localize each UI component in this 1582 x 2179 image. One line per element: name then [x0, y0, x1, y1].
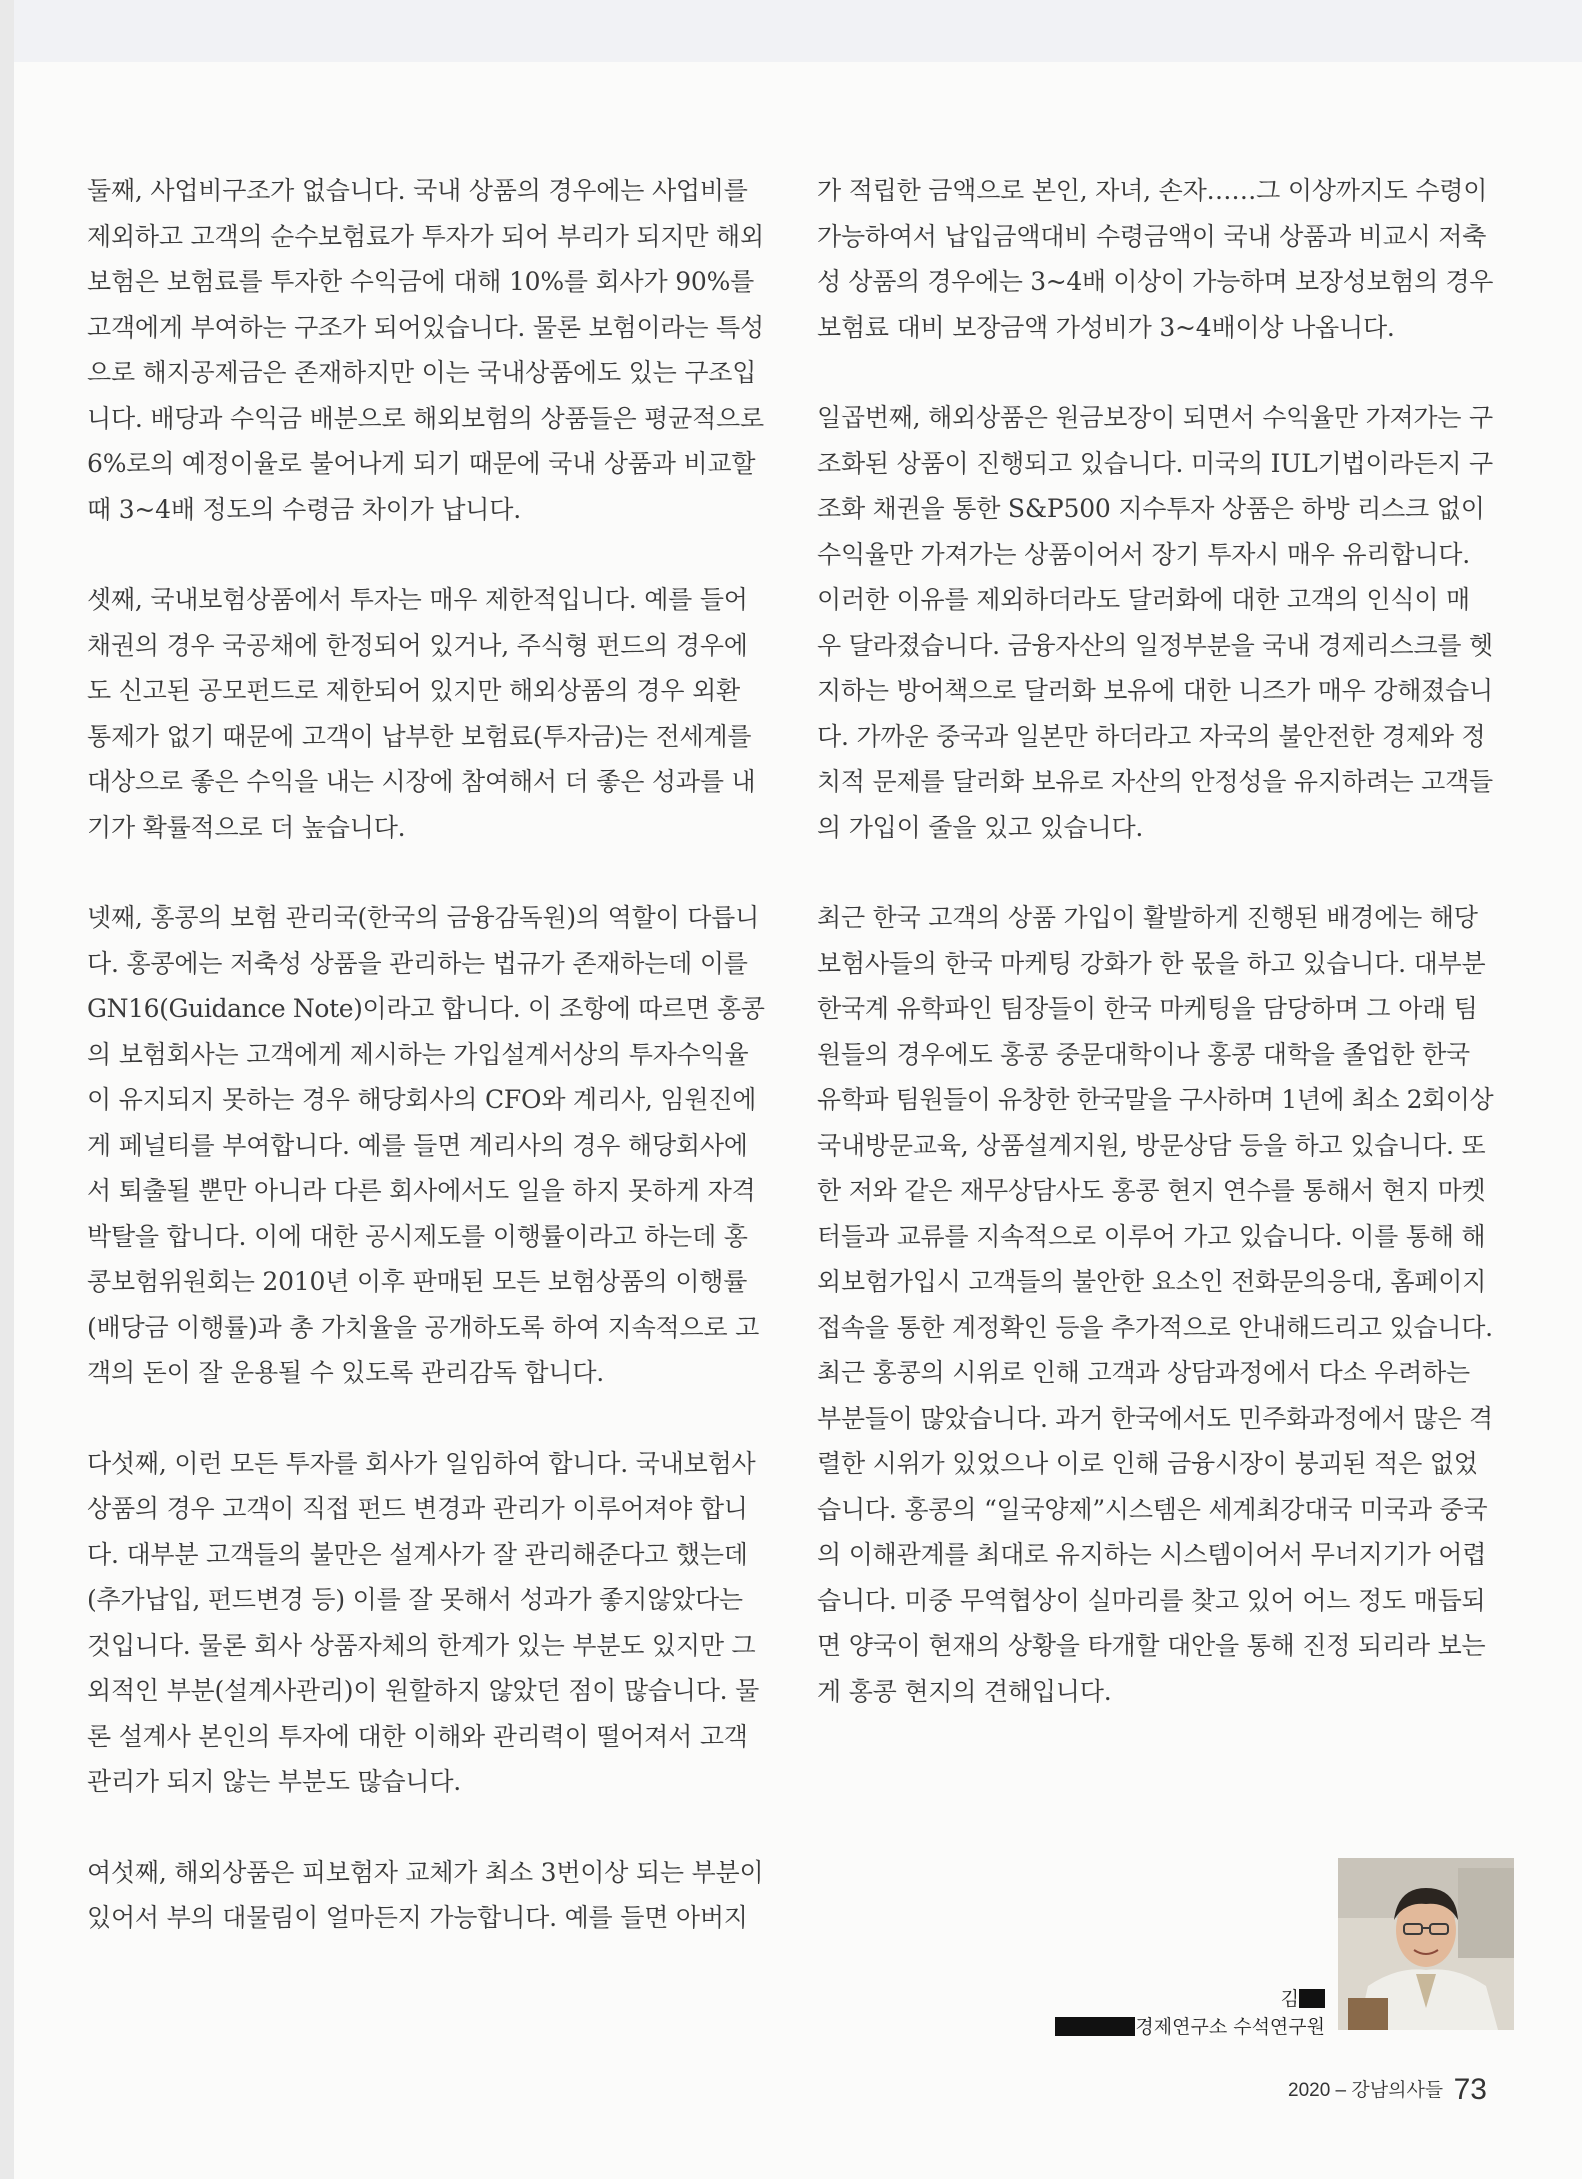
text-line — [87, 441, 765, 487]
underlined-phrase: 3~4배 이상 — [1030, 267, 1161, 296]
text-line — [817, 1532, 1493, 1578]
text-segment: 최근 홍콩의 시위로 인해 고객과 상담과정에서 다소 우려하는 — [817, 1358, 1470, 1387]
text-segment: 터들과 교류를 지속적으로 이루어 가고 있습니다. 이를 통해 해 — [817, 1221, 1486, 1251]
text-segment: 치적 문제를 — [817, 767, 953, 796]
text-segment: 렬한 시위가 있었으나 이로 인해 금융시장이 붕괴된 적은 없었 — [817, 1449, 1478, 1478]
text-line — [817, 1032, 1493, 1078]
text-segment: 합니다. 예를 들면 계리사의 경우 해당회사에 — [270, 1130, 748, 1160]
text-segment: 부분들이 많았습니다. 과거 한국에서도 민주화과정에서 많은 격 — [817, 1403, 1493, 1433]
text-line — [87, 805, 765, 851]
text-line — [87, 759, 765, 805]
text-line — [87, 1441, 765, 1487]
underlined-phrase: 지하는 방어책으로 달러화 보유에 대한 니즈 — [817, 676, 1287, 705]
paragraph — [87, 1441, 765, 1805]
paragraph — [87, 168, 765, 532]
text-segment: 을 하고 있습니다. 대부분 — [1215, 948, 1486, 978]
top-scan-band — [14, 0, 1582, 62]
text-line — [87, 1668, 765, 1714]
text-segment: 하는 구조가 되어있습니다. 물론 보험이라는 특성 — [238, 312, 764, 342]
underlined-phrase: 자격 — [707, 1176, 756, 1205]
text-line — [87, 1214, 765, 1260]
text-line — [87, 1850, 765, 1896]
text-line — [87, 1895, 765, 1941]
text-segment: 있어서 — [87, 1903, 167, 1932]
text-segment: 수익율만 가져가는 상품이어서 장기 투자시 매우 유리합니다. — [817, 539, 1470, 569]
text-line — [87, 1168, 765, 1214]
underlined-phrase: 투자수익율 — [628, 1039, 749, 1069]
underlined-phrase: 모든 투자를 회사가 일임 — [230, 1448, 493, 1478]
text-line — [817, 214, 1493, 260]
page-footer — [1288, 2073, 1487, 2107]
underlined-phrase: 고객에게 부여 — [87, 312, 239, 342]
text-line — [817, 1669, 1493, 1715]
text-segment: 가 매우 강해졌습니 — [1286, 676, 1493, 705]
underlined-phrase: 달러화 보유로 자산의 안정성 — [952, 767, 1263, 796]
text-line — [817, 1259, 1493, 1305]
paragraph — [87, 895, 765, 1396]
text-line — [817, 259, 1493, 305]
text-line — [817, 1214, 1493, 1260]
text-line — [87, 168, 765, 214]
text-segment: 보험료 대비 보장금액 가성비가 3~4배이상 나옵니다. — [817, 312, 1395, 342]
text-line — [87, 350, 765, 396]
author-affiliation-text: 경제연구소 수석연구원 — [1135, 2016, 1325, 2038]
text-segment: 습니다. 미중 무역협상이 실마리를 찾고 있어 어느 정도 매듭되 — [817, 1585, 1486, 1615]
text-line — [87, 1577, 765, 1623]
underlined-phrase: 수익금에 대해 10%를 회사가 90%를 — [349, 267, 755, 296]
text-segment: 외적인 부분(설계사관리)이 원할하지 않았던 점이 많습니다. 물 — [87, 1676, 760, 1705]
text-segment: 조화 채권을 통한 S&P500 지수투자 상품은 하방 리스크 없이 — [817, 494, 1485, 523]
underlined-phrase: (배당금 이행률)과 총 가치율을 공개 — [87, 1312, 473, 1342]
text-segment: 을 합니다. 이에 대한 공시제도를 이행률이라고 하는데 홍 — [134, 1221, 748, 1251]
text-line — [817, 441, 1493, 487]
text-line — [87, 1350, 765, 1396]
underlined-phrase: 6%로의 예정이율 — [87, 449, 278, 478]
text-segment: 론 설계사 본인의 투자에 대한 이해와 관리력이 떨어져서 고객 — [87, 1721, 748, 1751]
text-line — [87, 1305, 765, 1351]
paragraph — [817, 895, 1493, 1714]
text-segment: 이 얼마든지 가능합니다. 예를 들면 아버지 — [294, 1903, 748, 1932]
text-segment: 이러한 이유를 제외하더라도 달러화에 대한 고객의 인식이 매 — [817, 585, 1470, 614]
text-segment: 보험은 보험료를 투자한 — [87, 267, 350, 296]
underlined-phrase: 사업비구조가 없습니다. — [150, 176, 406, 205]
text-line — [817, 1077, 1493, 1123]
text-segment: 국내 상품의 경우에는 사업비를 — [405, 176, 748, 205]
text-segment: 한국계 유학파인 팀장들이 한국 마케팅을 담당하며 그 아래 팀 — [817, 994, 1478, 1023]
text-segment: 다섯째, 이런 — [87, 1448, 230, 1478]
paragraph — [87, 1850, 765, 1941]
text-line — [87, 396, 765, 442]
text-segment: 기가 확률적으로 더 높습니다. — [87, 812, 406, 842]
underlined-phrase: 박탈 — [87, 1221, 135, 1251]
text-line — [87, 305, 765, 351]
underlined-phrase: 국내보험상품에서 투자는 매우 제한적 — [150, 585, 557, 614]
text-line — [87, 259, 765, 305]
text-segment: 원들의 경우에도 홍콩 중문대학이나 홍콩 대학을 졸업한 한국 — [817, 1039, 1470, 1069]
text-line — [87, 1077, 765, 1123]
text-line — [817, 1123, 1493, 1169]
text-segment: 으로 해지공제금은 존재하지만 이는 국내상품에도 있는 구조입 — [87, 358, 757, 387]
text-line — [817, 395, 1493, 441]
text-line — [817, 1441, 1493, 1487]
text-segment: 우 달라졌습니다. — [817, 630, 1008, 660]
text-line — [87, 1123, 765, 1169]
text-line — [87, 1623, 765, 1669]
underlined-phrase: 대상으로 좋은 수익을 내는 시장에 참여 — [87, 767, 509, 796]
text-segment: 습니다. 홍콩의 “일국양제”시스템은 세계최강대국 미국과 중국 — [817, 1494, 1488, 1524]
text-segment: 최근 한국 고객의 상품 가입이 활발하게 진행된 배경에는 해당 — [817, 903, 1478, 932]
text-line — [817, 805, 1493, 851]
text-line — [817, 168, 1493, 214]
text-segment: 콩보험위원회는 2010년 이후 판매된 모든 보험상품의 — [87, 1267, 676, 1296]
text-segment: 고객이 납부한 보험료(투자금)는 — [294, 721, 656, 751]
text-segment: 면 양국이 현재의 상황을 타개할 대안을 통해 진정 되리라 보는 — [817, 1631, 1486, 1660]
text-segment: 게 홍콩 현지의 견해입니다. — [817, 1676, 1112, 1706]
underlined-phrase: 원금보장이 되면서 수익율만 가져가는 구 — [1055, 403, 1493, 432]
text-line — [87, 941, 765, 987]
text-line — [87, 895, 765, 941]
text-segment: 유학파 팀원들이 유창한 한국말을 구사하며 1년에 최소 2회이상 — [817, 1085, 1494, 1114]
text-line — [87, 1032, 765, 1078]
text-segment: 채권의 경우 국공채에 한정되어 있거나, 주식형 펀드의 경우에 — [87, 630, 748, 660]
author-name-text: 김 — [1280, 1988, 1299, 2010]
text-segment: 일곱번째, 해외상품은 — [817, 403, 1056, 432]
text-line — [87, 714, 765, 760]
text-segment: 로 불어나게 되기 때문에 국내 상품과 비교할 — [277, 449, 756, 478]
text-segment: 상품의 경우 고객이 직접 펀드 변경과 관리가 이루어져야 합니 — [87, 1494, 748, 1523]
author-photo — [1338, 1858, 1514, 2030]
text-line — [817, 668, 1493, 714]
underlined-phrase: 보험사들의 한국 마케팅 강화가 한 몫 — [817, 948, 1215, 978]
paragraph — [817, 395, 1493, 850]
text-line — [817, 1623, 1493, 1669]
text-segment: 가능하여서 납입금액대비 수령금액이 국내 상품과 비교시 저축 — [817, 221, 1487, 251]
redaction-bar — [1055, 2017, 1135, 2036]
right-column — [817, 168, 1493, 1759]
text-segment: (추가납입, 펀드변경 등) 이를 잘 못해서 성과가 좋지않았다는 — [87, 1585, 743, 1614]
text-segment: 도 신고된 공모펀드로 제한되어 있지만 — [87, 676, 509, 705]
paragraph — [817, 168, 1493, 350]
text-segment: 니다. 배당과 수익금 배분으로 해외보험의 상품들은 평균적으로 — [87, 403, 764, 433]
text-line — [817, 1305, 1493, 1351]
text-line — [87, 986, 765, 1032]
text-segment: 여섯째, 해외상품은 — [87, 1857, 302, 1887]
underlined-phrase: 이 유지되지 못하는 경우 해당회사의 CFO와 계리사, 임원진에 — [87, 1085, 757, 1114]
text-segment: 하도록 하여 지속적으로 고 — [472, 1312, 760, 1342]
text-segment: 등을 하고 있습니다. 또 — [1231, 1130, 1486, 1160]
text-segment: 제외하고 고객의 순수보험료가 투자가 되어 부리가 되지만 해외 — [87, 221, 764, 251]
text-line — [817, 623, 1493, 669]
text-segment: 다. 대부분 고객들의 불만은 설계사가 잘 관리해준다고 했는데 — [87, 1539, 748, 1569]
text-segment: 의 이해관계를 최대로 유지하는 시스템이어서 무너지기가 어렵 — [817, 1540, 1487, 1569]
text-segment: 것입니다. 물론 회사 상품자체의 한계가 있는 부분도 있지만 그 — [87, 1630, 756, 1660]
text-line — [87, 1532, 765, 1578]
text-line — [87, 214, 765, 260]
text-segment: 둘째, — [87, 176, 151, 205]
text-line — [817, 895, 1493, 941]
text-segment: 의 보험회사는 고객에게 제시하는 가입설계서상의 — [87, 1039, 629, 1069]
author-affiliation — [1055, 2012, 1325, 2039]
underlined-phrase: 전화문의응대, 홈페이지 — [1231, 1267, 1487, 1296]
text-line — [87, 623, 765, 669]
underlined-phrase: GN16(Guidance Note) — [87, 994, 363, 1023]
text-line — [817, 1396, 1493, 1442]
text-segment: 을 유지하려는 고객들 — [1262, 767, 1493, 796]
paragraph — [87, 577, 765, 850]
text-line — [87, 1259, 765, 1305]
underlined-phrase: 해외상품의 경우 외환 — [508, 676, 740, 705]
text-line — [87, 1714, 765, 1760]
author-block — [1030, 1858, 1485, 2038]
text-segment: 해서 더 좋은 성과를 내 — [508, 767, 756, 796]
underlined-phrase: 이행률 — [675, 1267, 748, 1296]
underlined-phrase: 피보험자 교체가 최소 3번이상 — [301, 1857, 629, 1887]
text-line — [817, 577, 1493, 623]
text-line — [817, 1487, 1493, 1533]
text-line — [87, 668, 765, 714]
text-segment: 의 가입이 줄을 있고 있습니다. — [817, 812, 1144, 842]
text-segment: 관리가 되지 않는 부분도 많습니다. — [87, 1767, 462, 1796]
redaction-bar — [1299, 1989, 1325, 2008]
text-segment: 한 저와 같은 재무상담사도 홍콩 현지 연수를 통해서 현지 마켓 — [817, 1176, 1486, 1205]
text-segment: 이 — [1463, 176, 1488, 205]
text-line — [817, 305, 1493, 351]
text-line — [87, 487, 765, 533]
text-segment: 이 가능하며 보장성보험의 경우 — [1160, 267, 1494, 296]
text-segment: 다. 가까운 중국과 일본만 하더라고 자국의 불안전한 경제와 정 — [817, 721, 1486, 751]
text-line — [87, 1759, 765, 1805]
underlined-phrase: 접속을 통한 계정확인 등을 추가적으로 안내해드리고 있습니다. — [817, 1312, 1493, 1342]
underlined-phrase: 금융자산의 일정부분을 국내 경제리스크를 헷 — [1007, 630, 1493, 660]
author-portrait-icon — [1338, 1858, 1514, 2030]
text-segment: 넷째, 홍콩의 보험 관리국(한국의 금융감독원)의 역할이 다릅니 — [87, 903, 760, 932]
text-segment: 외보험가입시 고객들의 불안한 요소인 — [817, 1267, 1232, 1296]
text-segment: 가 적립한 금액으로 — [817, 176, 1032, 205]
text-segment: 가 납니다. — [409, 494, 521, 524]
underlined-phrase: 조화된 상품 — [817, 448, 945, 478]
text-line — [817, 759, 1493, 805]
text-segment: 이 진행되고 있습니다. 미국의 IUL기법이라든지 구 — [944, 448, 1493, 478]
text-line — [817, 986, 1493, 1032]
left-column — [87, 168, 765, 1986]
underlined-phrase: 국내방문교육, 상품설계지원, 방문상담 — [817, 1130, 1232, 1160]
text-segment: 이라고 합니다. 이 조항에 따르면 홍콩 — [362, 994, 765, 1023]
text-line — [817, 1578, 1493, 1624]
text-segment: 되는 부분이 — [628, 1857, 764, 1887]
author-name — [1281, 1984, 1325, 2011]
underlined-phrase: 게 페널티를 부여 — [87, 1130, 271, 1160]
text-segment: 객의 돈이 잘 운용될 수 있도록 관리감독 합니다. — [87, 1358, 605, 1387]
text-line — [817, 714, 1493, 760]
underlined-phrase: 본인, 자녀, 손자……그 이상까지도 수령 — [1031, 176, 1464, 205]
underlined-phrase: 부의 대물림 — [166, 1903, 295, 1932]
text-segment: 때 — [87, 494, 119, 524]
text-segment: 셋째, — [87, 585, 151, 614]
footer-publication: 2020 – 강남의사들 — [1288, 2080, 1444, 2101]
page-number: 73 — [1453, 2073, 1487, 2106]
text-line — [817, 1168, 1493, 1214]
underlined-phrase: 전세계를 — [655, 721, 752, 751]
text-line — [817, 941, 1493, 987]
left-scan-edge — [0, 0, 14, 2179]
underlined-phrase: 3~4배 정도의 수령금 차이 — [118, 494, 410, 524]
text-line — [817, 1350, 1493, 1396]
text-segment: 다. 홍콩에는 저축성 상품을 관리하는 법규가 존재하는데 이를 — [87, 948, 748, 978]
text-line — [87, 577, 765, 623]
text-line — [817, 532, 1493, 578]
text-line — [817, 486, 1493, 532]
text-segment: 입니다. 예를 들어 — [556, 585, 748, 614]
text-segment: 하여 합니다. 국내보험사 — [492, 1448, 756, 1478]
text-segment: 성 상품의 경우에는 — [817, 267, 1031, 296]
text-segment: 서 퇴출될 뿐만 아니라 다른 회사에서도 일을 하지 못하게 — [87, 1176, 708, 1205]
underlined-phrase: 통제가 없기 때문에 — [87, 721, 295, 751]
text-line — [87, 1486, 765, 1532]
